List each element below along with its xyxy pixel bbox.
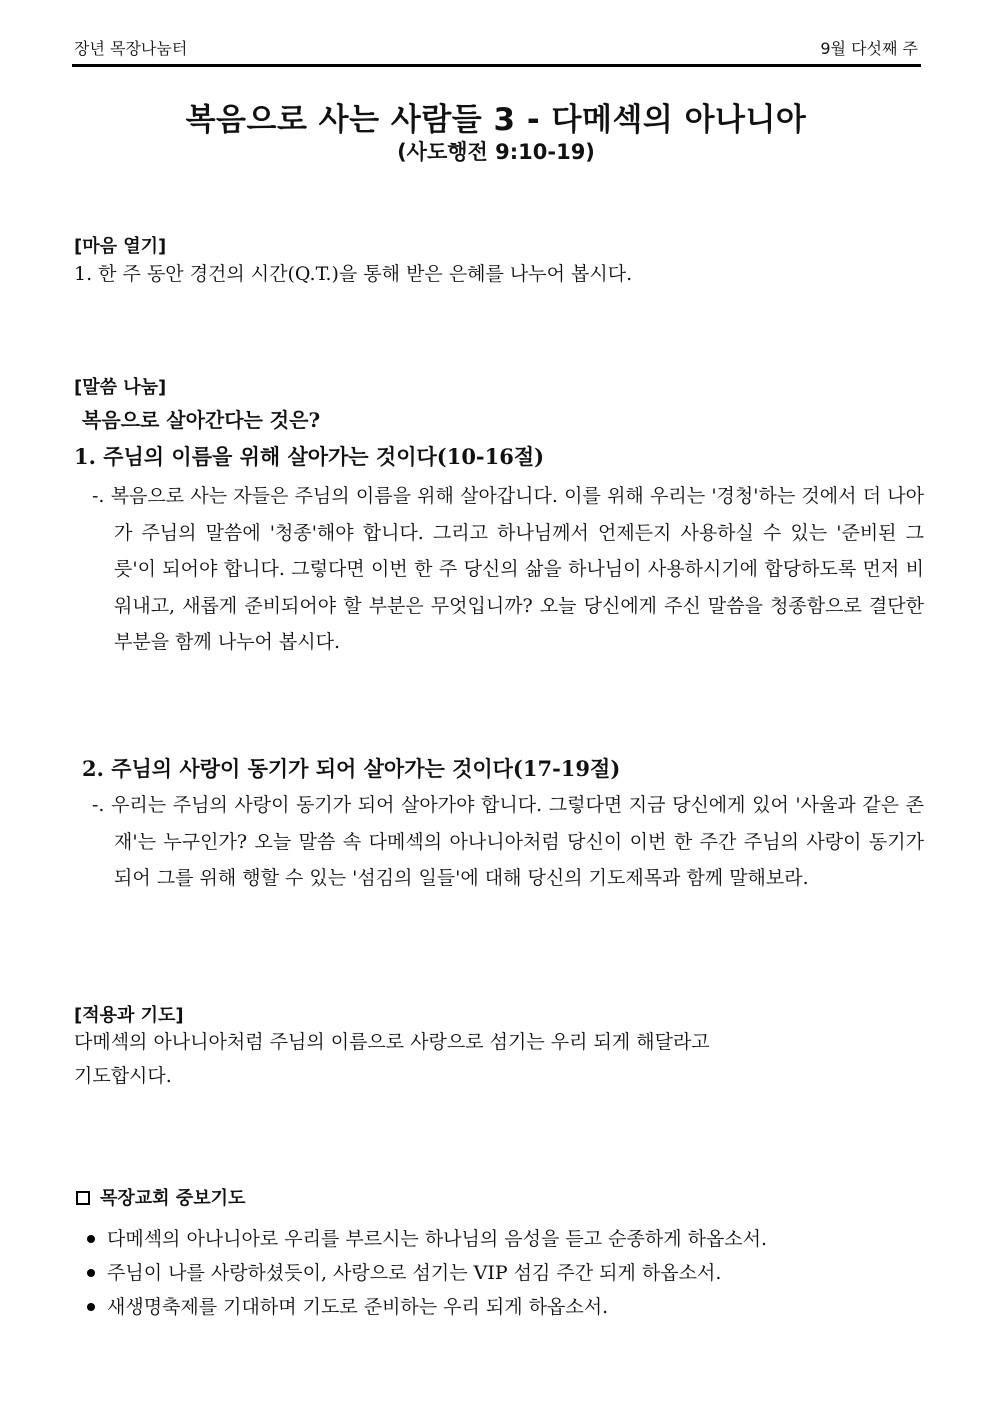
point1-body-text: -. 복음으로 사는 자들은 주님의 이름을 위해 살아갑니다. 이를 위해 우리는 '경청'하는 것에서 더 나아가 주님의 말씀에 '청종'해야 합니다. 그리고 하나님께서 언제든지 사용하실 수 있는 '준비된 그릇'이 되어야 합니다. 그렇다면 이번 한 주 당신의 삶을 하나님이 사용하시기에 합당하도록 먼저 비워내고, 새롭게 준비되어야 할 부분은 무엇입니까? 오늘 당신에게 주신 말씀을 청종함으로 결단한 부분을 함께 나누어 봅시다. — [92, 485, 924, 653]
prayer-heading-label: 목장교회 중보기도 — [100, 1188, 246, 1209]
header-divider — [72, 64, 921, 67]
section-label-word: [말씀 나눔] — [74, 377, 167, 398]
bullet-dot-icon — [87, 1303, 95, 1311]
point2-body-text: -. 우리는 주님의 사랑이 동기가 되어 살아가야 합니다. 그렇다면 지금 당신에게 있어 '사울과 같은 존재'는 누구인가? 오늘 말씀 속 다메섹의 아나니아처럼 당신이 이번 한 주간 주님의 사랑이 동기가 되어 그를 위해 행할 수 있는 '섬김의 일들'에 대해 당신의 기도제목과 함께 말해보라. — [92, 794, 924, 889]
prayer-heading — [76, 1184, 245, 1210]
prayer-list — [78, 1222, 928, 1324]
checkbox-square-icon — [76, 1191, 90, 1205]
point1-body — [92, 478, 924, 661]
section-question: 복음으로 살아간다는 것은? — [82, 408, 321, 432]
header-right-text: 9월 다섯째 주 — [820, 39, 918, 58]
bullet-dot-icon — [87, 1235, 95, 1243]
page-title: 복음으로 사는 사람들 3 - 다메섹의 아나니아 — [185, 102, 807, 138]
point2-body — [92, 787, 924, 897]
section-label-apply: [적용과 기도] — [74, 1005, 184, 1026]
prayer-item-text: 새생명축제를 기대하며 기도로 준비하는 우리 되게 하옵소서. — [107, 1296, 609, 1318]
point2-heading: 2. 주님의 사랑이 동기가 되어 살아가는 것이다(17-19절) — [82, 756, 621, 781]
list-item — [78, 1256, 928, 1290]
prayer-item-text: 주님이 나를 사랑하셨듯이, 사랑으로 섬기는 VIP 섬김 주간 되게 하옵소서. — [107, 1262, 722, 1284]
prayer-item-text: 다메섹의 아나니아로 우리를 부르시는 하나님의 음성을 듣고 순종하게 하옵소서. — [107, 1228, 768, 1250]
section-open-text: 1. 한 주 동안 경건의 시간(Q.T.)을 통해 받은 은혜를 나누어 봅시다. — [74, 263, 633, 285]
section-apply-line1: 다메섹의 아나니아처럼 주님의 이름으로 사랑으로 섬기는 우리 되게 해달라고 — [74, 1031, 710, 1053]
point1-heading: 1. 주님의 이름을 위해 살아가는 것이다(10-16절) — [74, 444, 545, 469]
section-label-open: [마음 열기] — [74, 236, 167, 257]
section-apply-line2: 기도합시다. — [74, 1065, 172, 1087]
header-left-text: 장년 목장나눔터 — [74, 39, 188, 58]
bullet-dot-icon — [87, 1269, 95, 1277]
page-subtitle: (사도행전 9:10-19) — [397, 140, 595, 164]
list-item — [78, 1222, 928, 1256]
list-item — [78, 1290, 928, 1324]
